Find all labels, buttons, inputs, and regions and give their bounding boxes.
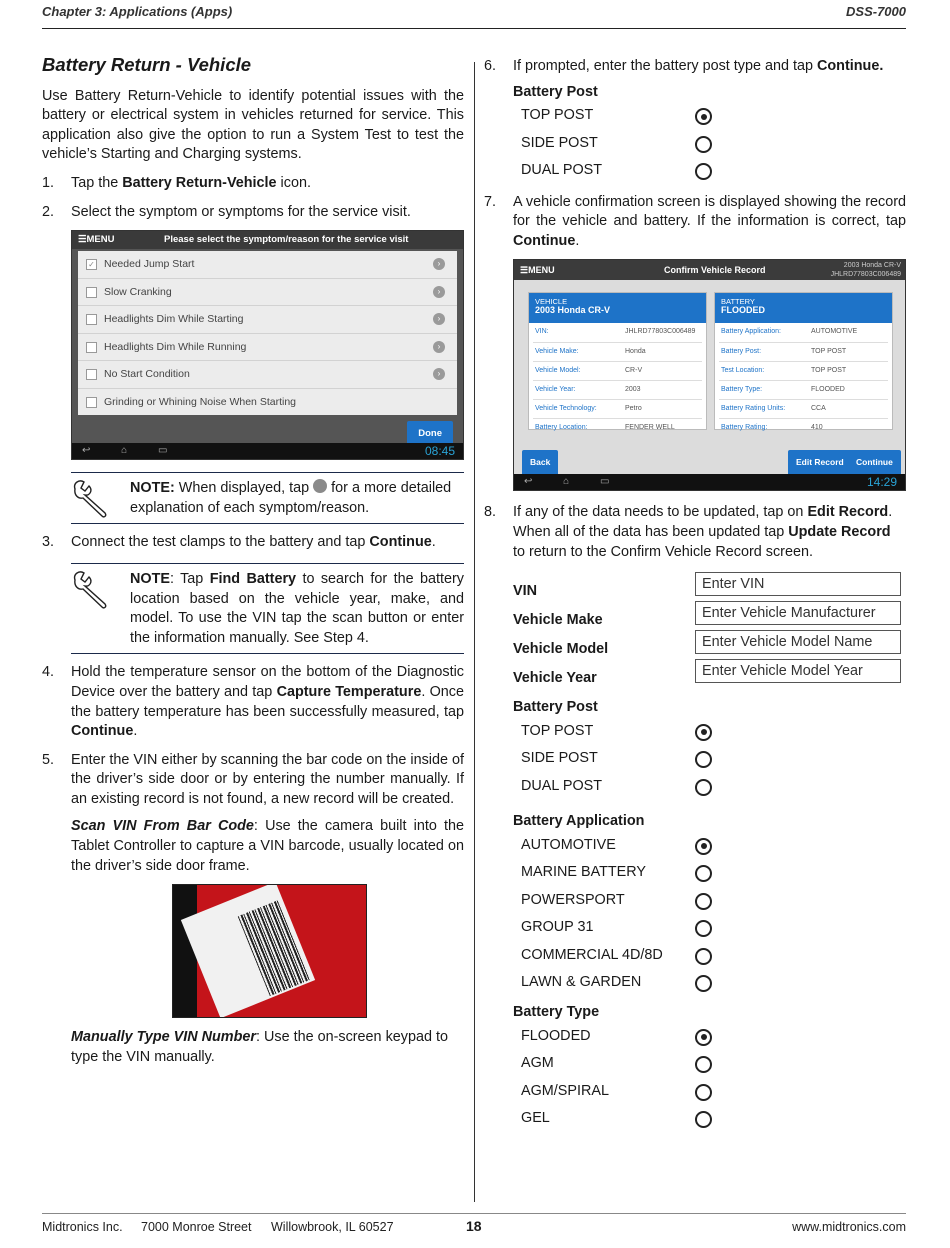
radio-option[interactable] (513, 942, 906, 970)
vehicle-year-field[interactable] (695, 659, 901, 683)
footer-street: 7000 Monroe Street (141, 1220, 252, 1234)
option-label: SIDE POST (521, 134, 598, 151)
radio-button[interactable] (695, 948, 712, 965)
continue-button[interactable]: Continue (848, 450, 901, 476)
step-7 (484, 193, 906, 252)
card-kicker: VEHICLE (535, 297, 568, 307)
radio-button[interactable] (695, 1056, 712, 1073)
option-label: COMMERCIAL 4D/8D (521, 946, 663, 963)
manual-vin-paragraph (42, 1028, 464, 1067)
step-text: Select the symptom or symptoms for the service visit. (71, 203, 411, 220)
group-heading: Battery Application (513, 813, 645, 830)
step-1 (42, 174, 464, 194)
screen-titlebar (514, 260, 905, 280)
step-text: . Once the battery temperature has been successfully measured, tap (71, 683, 464, 720)
vin-barcode-photo (172, 884, 367, 1018)
note-text: to search for the battery location based on the vehicle year, make, and model. To use the VIN tap the scan button or enter the information manually. See Step 4. (130, 570, 464, 646)
card-title: 2003 Honda CR-V (535, 305, 611, 316)
info-icon[interactable]: › (433, 368, 445, 380)
note-text: for a more detailed explanation of each symptom/reason. (130, 480, 452, 516)
header-rule (42, 28, 906, 29)
symptom-label: Slow Cranking (104, 285, 172, 298)
radio-button[interactable] (695, 975, 712, 992)
group-heading: Battery Post (513, 699, 598, 716)
step-text: . (133, 723, 138, 740)
checkbox[interactable] (86, 342, 97, 353)
row-value: Honda (625, 347, 646, 355)
radio-button[interactable] (695, 724, 712, 741)
step-text: Enter the VIN either by scanning the bar code on the inside of the driver’s side door or by entering the number manually. If an existing record is not found, a new record will be created. (71, 751, 464, 807)
card-row (533, 323, 702, 342)
vehicle-make-field[interactable] (695, 601, 901, 625)
step-bold: Update Record (788, 524, 891, 541)
symptom-label: No Start Condition (104, 368, 190, 381)
page-number: 18 (466, 1218, 482, 1234)
vehicle-form (484, 572, 906, 1132)
manual-vin-text: : Use the on-screen keypad to type the VIN manually. (71, 1029, 448, 1065)
radio-option[interactable] (513, 1023, 906, 1051)
checkbox[interactable] (86, 314, 97, 325)
row-value: AUTOMOTIVE (811, 328, 858, 336)
symptom-label: Headlights Dim While Running (104, 340, 247, 353)
radio-option[interactable] (513, 969, 906, 997)
step-4 (42, 663, 464, 741)
row-key: Vehicle Technology: (535, 405, 597, 413)
step-bold: Continue. (817, 58, 884, 74)
step-text: Hold the temperature sensor on the bottom of the Diagnostic Device over the battery and tap (71, 664, 464, 700)
step-text: to return to the Confirm Vehicle Record screen. (513, 543, 813, 560)
radio-option[interactable] (513, 157, 906, 185)
symptom-label: Grinding or Whining Noise When Starting (104, 395, 297, 408)
model-name: DSS-7000 (846, 4, 906, 19)
row-value: 2003 (625, 386, 641, 394)
radio-button[interactable] (695, 893, 712, 910)
list-item[interactable] (78, 361, 457, 389)
card-row (533, 362, 702, 381)
checkbox[interactable] (86, 397, 97, 408)
step-number: 3. (42, 534, 55, 551)
radio-button[interactable] (695, 1084, 712, 1101)
symptom-label: Headlights Dim While Starting (104, 313, 244, 326)
option-label: GROUP 31 (521, 919, 594, 936)
screen-title: Please select the symptom/reason for the service visit (164, 234, 409, 246)
symptom-screen (71, 230, 464, 460)
field-label: Vehicle Model (513, 641, 609, 658)
list-item[interactable] (78, 389, 457, 416)
radio-button[interactable] (695, 779, 712, 796)
footer-company: Midtronics Inc. (42, 1220, 123, 1234)
card-row (533, 400, 702, 419)
option-label: GEL (521, 1110, 550, 1127)
info-icon (313, 479, 327, 493)
android-nav-bar (72, 443, 463, 459)
radio-option[interactable] (513, 832, 906, 860)
field-label: Vehicle Make (513, 612, 603, 629)
row-key: Battery Application: (721, 328, 781, 336)
step-bold: Continue (513, 232, 576, 249)
chapter-title: Chapter 3: Applications (Apps) (42, 4, 233, 19)
checkbox[interactable] (86, 287, 97, 298)
screen-titlebar (72, 231, 463, 249)
group-heading: Battery Post (513, 83, 598, 100)
info-icon[interactable]: › (433, 286, 445, 298)
radio-button[interactable] (695, 136, 712, 153)
note-box (71, 563, 464, 654)
card-row (719, 323, 888, 342)
footer-website[interactable]: www.midtronics.com (792, 1220, 906, 1234)
row-key: Test Location: (721, 366, 765, 374)
back-button[interactable]: Back (522, 450, 558, 476)
field-label: VIN (513, 583, 537, 600)
row-key: Vehicle Model: (535, 366, 581, 374)
row-key: VIN: (535, 328, 549, 336)
done-button[interactable]: Done (407, 421, 453, 447)
step-number: 7. (484, 193, 497, 210)
step-text: . When all of the data has been updated tap (513, 504, 893, 541)
battery-post-group (484, 83, 906, 185)
step-bold: Capture Temperature (276, 683, 422, 700)
note-text: : Tap (169, 570, 210, 587)
row-value: FLOODED (811, 386, 845, 394)
group-heading: Battery Type (513, 1003, 600, 1020)
step-text: . (431, 534, 436, 551)
row-value: JHLRD77803C006489 (625, 328, 696, 336)
menu-button[interactable]: ☰MENU (520, 265, 555, 276)
scan-vin-title: Scan VIN From Bar Code (71, 818, 254, 835)
card-row (533, 419, 702, 437)
confirm-vehicle-screen (513, 259, 906, 491)
row-value: Petro (625, 405, 642, 413)
menu-button[interactable]: ☰MENU (78, 234, 115, 246)
card-row (719, 419, 888, 437)
step-bold: Battery Return-Vehicle (122, 174, 277, 191)
step-bold: Continue (71, 723, 134, 740)
right-column (484, 55, 906, 1133)
step-number: 6. (484, 58, 497, 74)
list-item[interactable] (78, 306, 457, 334)
step-number: 1. (42, 174, 55, 191)
option-label: FLOODED (521, 1027, 591, 1044)
vin-field[interactable] (695, 572, 901, 596)
card-header (715, 293, 892, 323)
radio-option[interactable] (513, 1105, 906, 1133)
section-title: Battery Return - Vehicle (42, 54, 252, 75)
option-label: AUTOMOTIVE (521, 836, 616, 853)
step-text: . (575, 232, 580, 249)
option-label: MARINE BATTERY (521, 864, 647, 881)
step-5 (42, 751, 464, 810)
card-row (719, 343, 888, 362)
info-icon[interactable]: › (433, 258, 445, 270)
step-8 (484, 503, 906, 562)
row-key: Battery Location: (535, 424, 588, 432)
card-row (719, 400, 888, 419)
vin-label-sticker (181, 884, 315, 1018)
radio-button[interactable] (695, 838, 712, 855)
card-row (533, 381, 702, 400)
step-number: 5. (42, 751, 55, 768)
row-key: Battery Type: (721, 386, 763, 394)
vehicle-vin: JHLRD77803C006489 (830, 271, 901, 279)
step-text: A vehicle confirmation screen is displayed showing the record for the vehicle and battery. If the information is correct, tap (513, 193, 906, 230)
radio-option[interactable] (513, 859, 906, 887)
option-label: LAWN & GARDEN (521, 974, 642, 991)
field-label: Vehicle Year (513, 670, 597, 687)
note-text: When displayed, tap (174, 480, 314, 497)
vehicle-model-field[interactable] (695, 630, 901, 654)
radio-button[interactable] (695, 1029, 712, 1046)
step-text: Tap the (71, 174, 123, 191)
radio-button[interactable] (695, 865, 712, 882)
radio-option[interactable] (513, 130, 906, 158)
vin-row (513, 572, 906, 601)
card-row (533, 343, 702, 362)
symptom-label: Needed Jump Start (104, 258, 195, 271)
row-key: Battery Rating: (721, 424, 768, 432)
wrench-icon (71, 479, 115, 519)
info-icon[interactable]: › (433, 341, 445, 353)
battery-card (714, 292, 893, 430)
checkbox[interactable] (86, 369, 97, 380)
list-item[interactable] (78, 251, 457, 279)
edit-record-button[interactable]: Edit Record (788, 450, 852, 476)
wrench-icon (71, 570, 115, 610)
intro-paragraph: Use Battery Return-Vehicle to identify potential issues with the battery or electrical system in vehicles returned for service. This application also give the option to run a System Test to test the vehicle’s Starting and Charging systems. (42, 87, 464, 163)
step-bold: Edit Record (807, 504, 889, 521)
step-text: If prompted, enter the battery post type and tap (513, 58, 817, 74)
option-label: DUAL POST (521, 777, 603, 794)
nav-buttons-icon[interactable]: ↩ ⌂ ▭ (524, 476, 624, 488)
row-key: Battery Rating Units: (721, 405, 786, 413)
footer-rule (42, 1213, 906, 1214)
card-row (719, 381, 888, 400)
scan-vin-text: : Use the camera built into the Tablet Controller to capture a VIN barcode, usually located on the driver’s side door frame. (71, 818, 464, 874)
row-value: TOP POST (811, 347, 847, 355)
radio-button[interactable] (695, 920, 712, 937)
radio-button[interactable] (695, 751, 712, 768)
row-key: Vehicle Make: (535, 347, 579, 355)
step-text: icon. (276, 174, 311, 191)
step-bold: Continue (369, 534, 432, 551)
model-row (513, 630, 906, 659)
card-kicker: BATTERY (721, 297, 755, 307)
option-label: DUAL POST (521, 162, 603, 179)
clock: 08:45 (424, 444, 455, 459)
radio-button[interactable] (695, 163, 712, 180)
android-nav-bar (514, 474, 905, 490)
row-key: Vehicle Year: (535, 386, 576, 394)
make-row (513, 601, 906, 630)
row-value: TOP POST (811, 366, 847, 374)
note-bold: Find Battery (209, 570, 297, 587)
info-icon[interactable]: › (433, 313, 445, 325)
step-text: Connect the test clamps to the battery and tap (71, 534, 370, 551)
radio-option[interactable] (513, 1078, 906, 1106)
clock: 14:29 (866, 475, 897, 490)
card-row (719, 362, 888, 381)
row-value: 410 (811, 424, 823, 432)
step-number: 2. (42, 203, 55, 220)
note-box (71, 472, 464, 524)
note-label: NOTE: (130, 480, 175, 497)
left-column (42, 55, 464, 1067)
row-value: CR-V (625, 366, 643, 374)
row-key: Battery Post: (721, 347, 762, 355)
step-number: 8. (484, 504, 497, 521)
barcode-icon (238, 900, 311, 996)
screen-title: Confirm Vehicle Record (664, 265, 766, 276)
vehicle-summary (831, 261, 901, 279)
vehicle-card (528, 292, 707, 430)
option-label: TOP POST (521, 722, 594, 739)
note-label: NOTE (130, 570, 170, 587)
symptom-list (78, 251, 457, 415)
column-divider (474, 62, 475, 1202)
vehicle-name: 2003 Honda CR-V (843, 262, 901, 270)
radio-button[interactable] (695, 1111, 712, 1128)
checkbox[interactable]: ✓ (86, 259, 97, 270)
card-header (529, 293, 706, 323)
manual-vin-title: Manually Type VIN Number (71, 1029, 256, 1046)
step-2 (42, 203, 464, 223)
row-value: CCA (811, 405, 826, 413)
option-label: AGM/SPIRAL (521, 1082, 609, 1099)
footer-city: Willowbrook, IL 60527 (271, 1220, 394, 1234)
radio-option[interactable] (513, 914, 906, 942)
scan-vin-paragraph (42, 817, 464, 876)
year-row (513, 659, 906, 688)
radio-option[interactable] (513, 745, 906, 773)
option-label: POWERSPORT (521, 891, 625, 908)
radio-option[interactable] (513, 1050, 906, 1078)
list-item[interactable] (78, 334, 457, 362)
radio-option[interactable] (513, 773, 906, 801)
radio-option[interactable] (513, 102, 906, 130)
radio-option[interactable] (513, 887, 906, 915)
row-value: FENDER WELL (625, 424, 675, 432)
step-6 (484, 57, 906, 77)
step-3 (42, 533, 464, 553)
option-label: AGM (521, 1055, 554, 1072)
option-label: SIDE POST (521, 750, 598, 767)
radio-button[interactable] (695, 108, 712, 125)
card-title: FLOODED (721, 305, 765, 316)
radio-option[interactable] (513, 718, 906, 746)
nav-buttons-icon[interactable]: ↩ ⌂ ▭ (82, 445, 182, 457)
option-label: TOP POST (521, 107, 594, 124)
list-item[interactable] (78, 279, 457, 307)
step-number: 4. (42, 664, 55, 681)
step-text: If any of the data needs to be updated, tap on (513, 504, 808, 521)
